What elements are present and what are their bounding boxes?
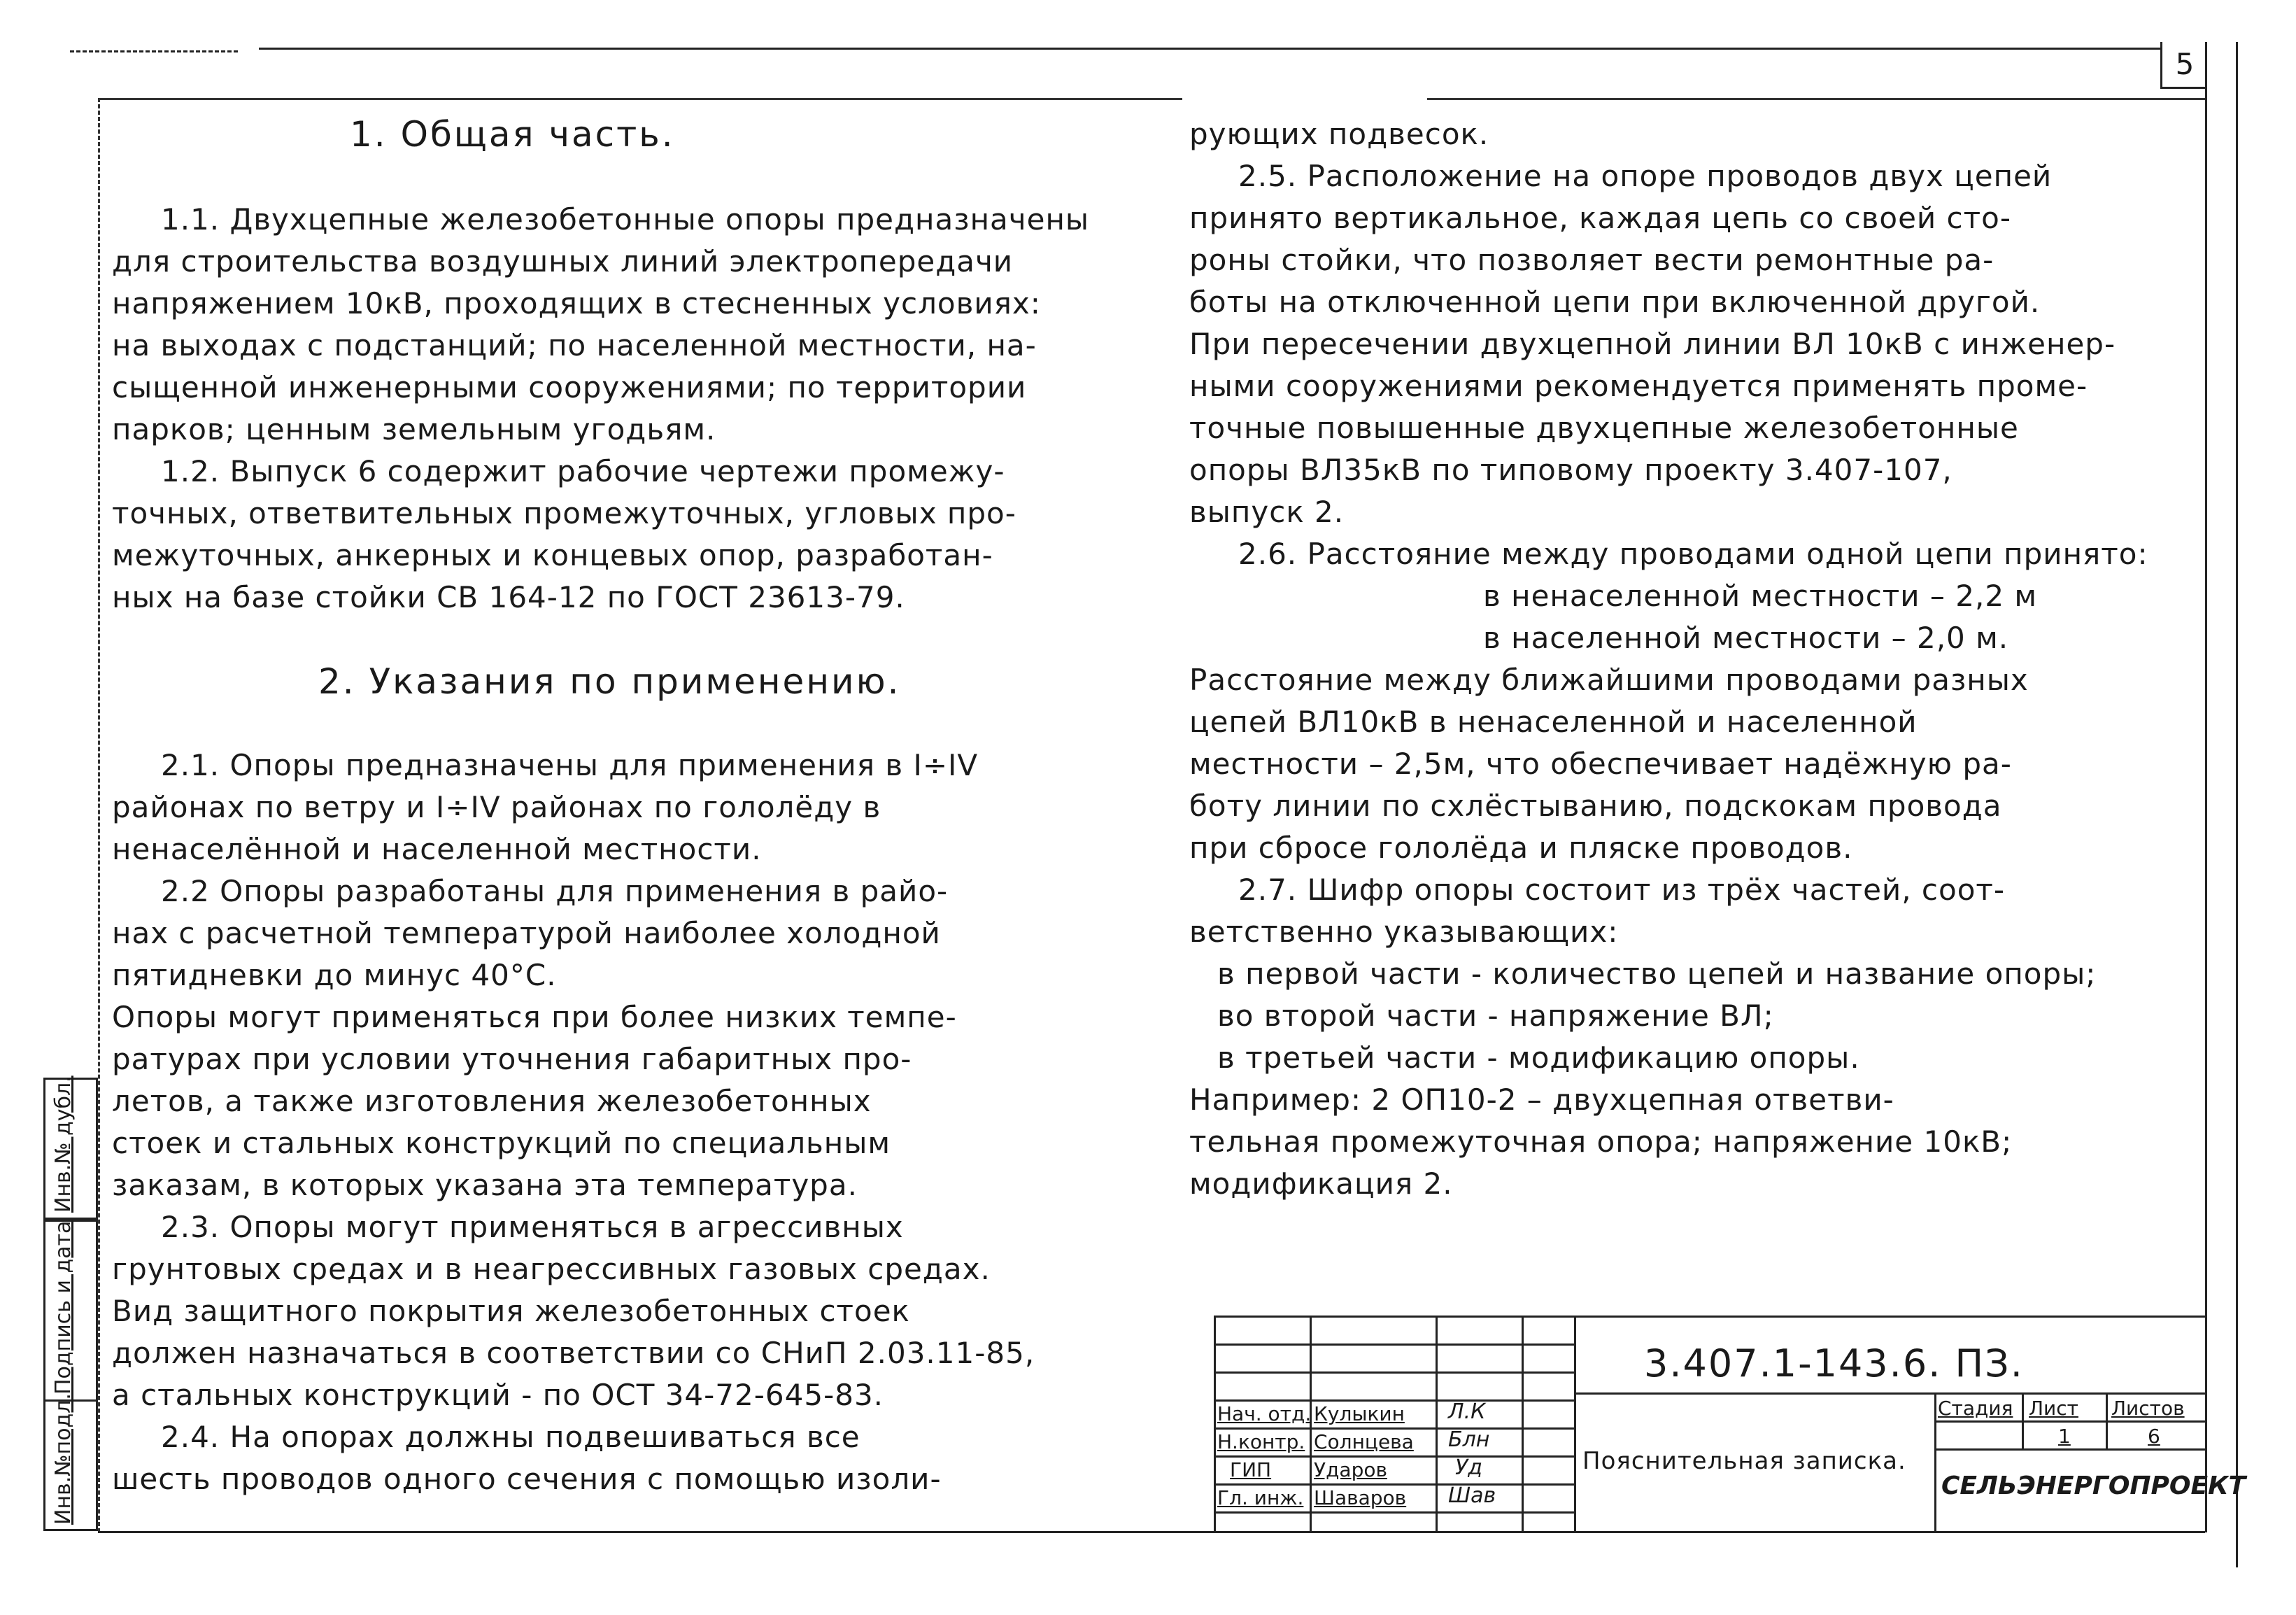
paragraph-line: ратурах при условии уточнения габаритных про-: [112, 1042, 912, 1076]
paragraph-line: в первой части - количество цепей и название опоры;: [1217, 957, 2097, 991]
paragraph-line: грунтовых средах и в неагрессивных газовых средах.: [112, 1252, 991, 1286]
paragraph-line: Например: 2 ОП10-2 – двухцепная ответви-: [1189, 1082, 1894, 1117]
document-name: Пояснительная записка.: [1582, 1447, 1906, 1475]
paragraph-line: 2.4. На опорах должны подвешиваться все: [161, 1420, 860, 1454]
paragraph-line: на выходах с подстанций; по населенной местности, на-: [112, 328, 1037, 362]
grid-line: [1934, 1392, 1936, 1531]
signature: Л.К: [1448, 1399, 1486, 1424]
role-label: Нач. отд.: [1217, 1402, 1312, 1425]
sheet-label: Лист: [2029, 1397, 2078, 1420]
paragraph-line: шесть проводов одного сечения с помощью изоли-: [112, 1462, 942, 1496]
grid-line: [1574, 1392, 2205, 1395]
role-label: ГИП: [1230, 1458, 1272, 1481]
paragraph-line: Вид защитного покрытия железобетонных стоек: [112, 1294, 910, 1328]
document-designation: 3.407.1-143.6. ПЗ.: [1644, 1341, 2024, 1385]
paragraph-line: При пересечении двухцепной линии ВЛ 10кВ с инженер-: [1189, 327, 2116, 361]
frame-left-border: [98, 98, 100, 1532]
paragraph-line: точные повышенные двухцепные железобетонные: [1189, 411, 2019, 445]
paragraph-line: боты на отключенной цепи при включенной другой.: [1189, 285, 2041, 319]
paragraph-line: 1.2. Выпуск 6 содержит рабочие чертежи промежу-: [161, 454, 1005, 488]
frame-top-border-left: [98, 98, 1182, 100]
paragraph-line: 2.6. Расстояние между проводами одной цепи принято:: [1238, 537, 2148, 571]
page-number: 5: [2160, 42, 2207, 89]
grid-line: [1934, 1420, 2205, 1423]
paragraph-line: боту линии по схлёстыванию, подскокам провода: [1189, 789, 2002, 823]
grid-line: [1214, 1427, 1574, 1430]
top-line: [259, 48, 2162, 50]
paragraph-line: напряжением 10кВ, проходящих в стесненных условиях:: [112, 286, 1041, 320]
person-name: Шаваров: [1314, 1486, 1407, 1509]
paragraph-line: для строительства воздушных линий электропередачи: [112, 244, 1014, 278]
paragraph-line: нах с расчетной температурой наиболее холодной: [112, 916, 941, 950]
person-name: Ударов: [1314, 1458, 1387, 1481]
paragraph-line: местности – 2,5м, что обеспечивает надёжную ра-: [1189, 747, 2012, 781]
grid-line: [1214, 1371, 1574, 1374]
paragraph-line: тельная промежуточная опора; напряжение 10кВ;: [1189, 1124, 2013, 1159]
paragraph-line: цепей ВЛ10кВ в ненаселенной и населенной: [1189, 705, 1918, 739]
sheet-value: 1: [2058, 1425, 2071, 1448]
stage-label: Стадия: [1938, 1397, 2013, 1420]
paragraph-line: ненаселённой и населенной местности.: [112, 832, 762, 866]
paragraph-line: стоек и стальных конструкций по специальным: [112, 1126, 891, 1160]
grid-line: [1436, 1316, 1438, 1531]
paragraph-line: заказам, в которых указана эта температура.: [112, 1168, 858, 1202]
frame-outer-right-border: [2236, 42, 2238, 1567]
sheets-value: 6: [2148, 1425, 2160, 1448]
paragraph-line: летов, а также изготовления железобетонных: [112, 1084, 872, 1118]
grid-line: [1574, 1316, 1576, 1531]
top-dash-line: [70, 50, 238, 52]
grid-line: [1934, 1448, 2205, 1451]
paragraph-line: Расстояние между ближайшими проводами разных: [1189, 663, 2029, 697]
person-name: Кулыкин: [1314, 1402, 1405, 1425]
paragraph-line: районах по ветру и I÷IV районах по гололёду в: [112, 790, 881, 824]
sheets-label: Листов: [2111, 1397, 2185, 1420]
grid-line: [1214, 1483, 1574, 1486]
paragraph-line: ных на базе стойки СВ 164-12 по ГОСТ 23613-79.: [112, 580, 905, 614]
signature: Блн: [1448, 1427, 1490, 1452]
frame-top-border-right: [1427, 98, 2205, 100]
paragraph-line: 2.5. Расположение на опоре проводов двух цепей: [1238, 159, 2053, 193]
grid-line: [1522, 1316, 1524, 1531]
margin-label-duplicate: Инв.№ дубл.: [51, 1076, 76, 1213]
paragraph-line: при сбросе гололёда и пляске проводов.: [1189, 831, 1853, 865]
role-label: Гл. инж.: [1217, 1486, 1304, 1509]
section-heading-general: 1. Общая часть.: [350, 114, 675, 155]
grid-line: [2022, 1392, 2024, 1448]
paragraph-line: сыщенной инженерными сооружениями; по территории: [112, 370, 1027, 404]
signature: Шав: [1448, 1483, 1496, 1508]
paragraph-line: 1.1. Двухцепные железобетонные опоры предназначены: [161, 202, 1090, 237]
grid-line: [1214, 1511, 1574, 1514]
paragraph-line: 2.2 Опоры разработаны для применения в райо-: [161, 874, 949, 908]
paragraph-line: 2.3. Опоры могут применяться в агрессивных: [161, 1210, 904, 1244]
grid-line: [1214, 1344, 1574, 1346]
margin-stamp-strip: [43, 1078, 98, 1531]
paragraph-line: в ненаселенной местности – 2,2 м: [1483, 579, 2038, 613]
paragraph-line: должен назначаться в соответствии со СНиП 2.03.11-85,: [112, 1336, 1035, 1370]
signature: Уд: [1455, 1455, 1483, 1480]
paragraph-line: точных, ответвительных промежуточных, угловых про-: [112, 496, 1016, 530]
paragraph-line: в третьей части - модификацию опоры.: [1217, 1041, 1860, 1075]
frame-right-border: [2205, 42, 2207, 1532]
paragraph-line: 2.7. Шифр опоры состоит из трёх частей, соот-: [1238, 873, 2006, 907]
paragraph-line: ветственно указывающих:: [1189, 915, 1619, 949]
grid-line: [2106, 1392, 2108, 1448]
paragraph-line: во второй части - напряжение ВЛ;: [1217, 999, 1774, 1033]
paragraph-line: а стальных конструкций - по ОСТ 34-72-645-83.: [112, 1378, 884, 1412]
section-heading-application: 2. Указания по применению.: [318, 661, 901, 702]
paragraph-line: межуточных, анкерных и концевых опор, разработан-: [112, 538, 993, 572]
grid-line: [1214, 1399, 1574, 1402]
paragraph-line: ными сооружениями рекомендуется применять проме-: [1189, 369, 2088, 403]
grid-line: [1214, 1455, 1574, 1458]
role-label: Н.контр.: [1217, 1430, 1305, 1453]
paragraph-line: рующих подвесок.: [1189, 117, 1489, 151]
paragraph-line: роны стойки, что позволяет вести ремонтные ра-: [1189, 243, 1994, 277]
paragraph-line: опоры ВЛ35кВ по типовому проекту 3.407-107,: [1189, 453, 1953, 487]
organization-name: СЕЛЬЭНЕРГОПРОЕКТ: [1941, 1472, 2246, 1500]
margin-label-original: Инв.№подл.: [51, 1393, 76, 1525]
margin-label-signature: Подпись и дата: [51, 1220, 76, 1395]
paragraph-line: выпуск 2.: [1189, 495, 1345, 529]
paragraph-line: в населенной местности – 2,0 м.: [1483, 621, 2009, 655]
paragraph-line: пятидневки до минус 40°С.: [112, 958, 557, 992]
paragraph-line: принято вертикальное, каждая цепь со своей сто-: [1189, 201, 2011, 235]
paragraph-line: 2.1. Опоры предназначены для применения в I÷IV: [161, 748, 979, 782]
paragraph-line: модификация 2.: [1189, 1166, 1453, 1201]
paragraph-line: Опоры могут применяться при более низких темпе-: [112, 1000, 957, 1034]
paragraph-line: парков; ценным земельным угодьям.: [112, 412, 716, 446]
person-name: Солнцева: [1314, 1430, 1414, 1453]
